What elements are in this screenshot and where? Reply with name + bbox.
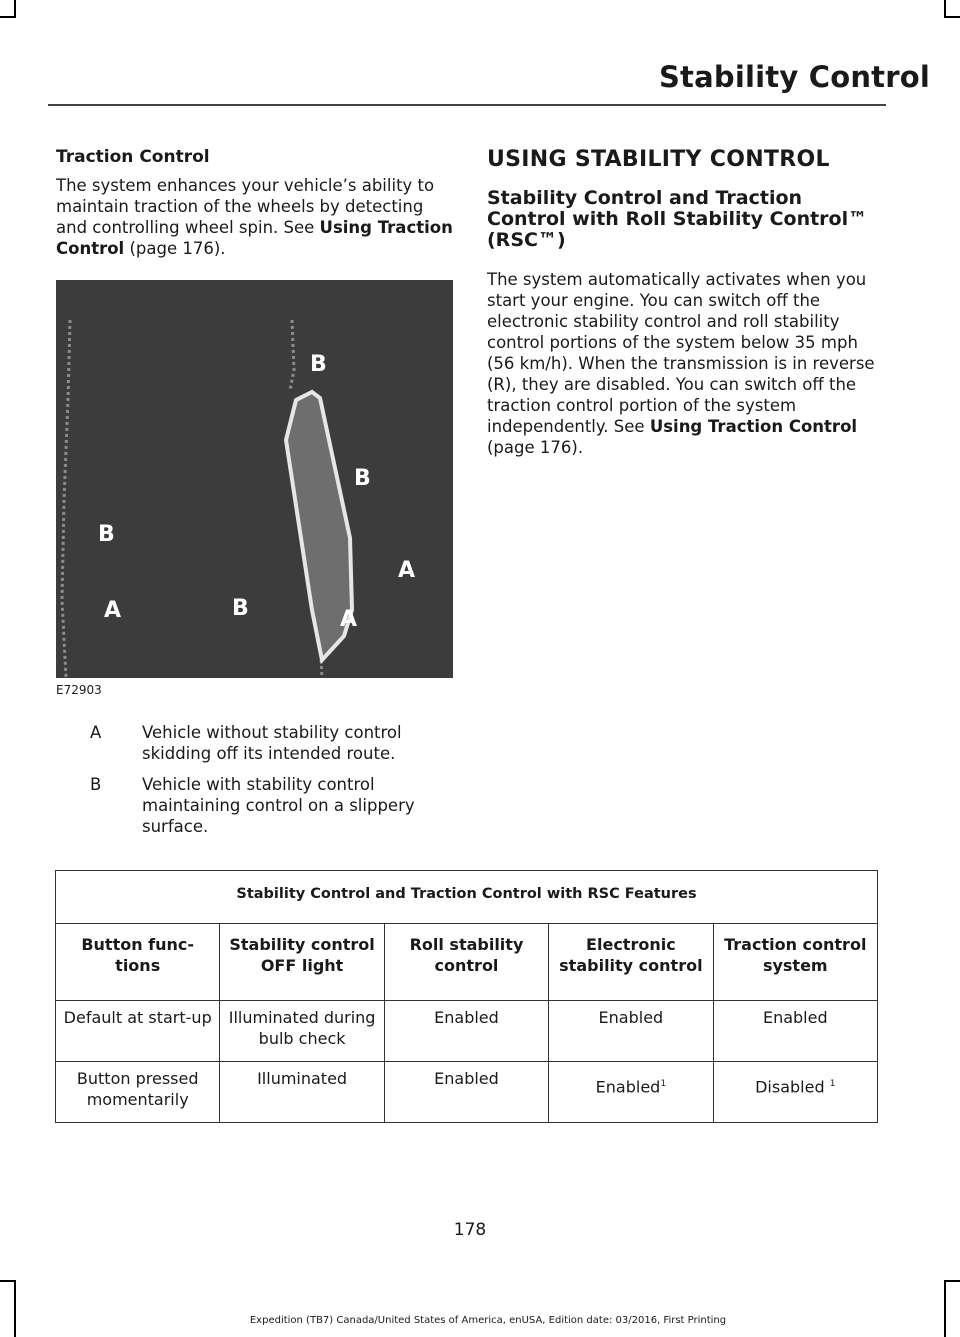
- crop-mark: [0, 16, 16, 18]
- column-header: Electronic stability control: [549, 924, 713, 1001]
- legend-key: A: [90, 723, 102, 742]
- table-cell: Illuminated during bulb check: [220, 1001, 384, 1062]
- figure-label-a: A: [104, 598, 122, 623]
- page-title: Stability Control: [658, 60, 930, 94]
- features-table: [55, 870, 878, 1123]
- crop-mark: [14, 1280, 16, 1337]
- figure-id: E72903: [56, 683, 102, 697]
- legend-text: Vehicle with stability control maintaining control on a slippery surface.: [142, 775, 415, 836]
- page-reference: (page 176).: [124, 239, 226, 258]
- cell-text: Disabled: [755, 1077, 830, 1097]
- table-cell: Enabled: [384, 1001, 548, 1062]
- table-cell: Illuminated: [220, 1062, 384, 1123]
- figure-label-b: B: [98, 522, 115, 547]
- figure-label-b: B: [354, 466, 371, 491]
- section-title: USING STABILITY CONTROL: [487, 147, 830, 172]
- section-subtitle: Stability Control and Traction Control with Roll Stability Control™ (RSC™): [487, 187, 868, 251]
- stability-control-paragraph: [487, 269, 887, 458]
- figure-label-b: B: [310, 352, 327, 377]
- legend-item: [56, 774, 456, 837]
- paragraph-text: The system enhances your vehicle’s ability to maintain traction of the wheels by detecting and controlling wheel spin. See: [56, 176, 435, 237]
- cross-reference-link[interactable]: Using Traction Control: [56, 218, 453, 258]
- column-header: Traction control system: [713, 924, 877, 1001]
- traction-control-paragraph: [56, 175, 456, 259]
- table-row: [56, 1062, 878, 1123]
- table-cell: Enabled: [549, 1001, 713, 1062]
- table-row: [56, 1001, 878, 1062]
- footnote-marker: 1: [829, 1079, 836, 1089]
- stability-control-illustration: [56, 280, 453, 678]
- paragraph-text: The system automatically activates when you start your engine. You can switch off the electronic stability control and roll stability control portions of the system below 35 mph (56 km/h). When the transmission is in reverse (R), they are disabled. You can switch off the traction control portion of the system independently. See: [487, 270, 875, 436]
- crop-mark: [944, 16, 960, 18]
- figure-legend: [56, 722, 456, 847]
- column-header: Stability control OFF light: [220, 924, 384, 1001]
- page-number: 178: [453, 1220, 487, 1240]
- legend-item: [56, 722, 456, 764]
- figure-label-a: A: [398, 558, 416, 583]
- road-edge-left: [62, 320, 70, 678]
- table-cell: Default at start-up: [56, 1001, 220, 1062]
- right-column: [487, 147, 887, 458]
- table-cell: [549, 1062, 713, 1123]
- column-header: Roll stability control: [384, 924, 548, 1001]
- table-cell: Enabled: [384, 1062, 548, 1123]
- crop-mark: [944, 1280, 946, 1337]
- table-caption-row: [56, 871, 878, 924]
- figure-label-b: B: [232, 596, 249, 621]
- table-header-row: [56, 924, 878, 1001]
- figure-label-a: A: [340, 607, 358, 632]
- cross-reference-link[interactable]: Using Traction Control: [649, 417, 858, 436]
- table-cell: Enabled: [713, 1001, 877, 1062]
- column-header: Button func-tions: [56, 924, 220, 1001]
- crop-mark: [944, 1280, 960, 1282]
- cell-text: Enabled: [595, 1077, 661, 1097]
- table-cell: [713, 1062, 877, 1123]
- crop-mark: [0, 1280, 16, 1282]
- page-reference: (page 176).: [487, 438, 584, 457]
- left-column: [56, 147, 456, 259]
- traction-control-heading: Traction Control: [56, 147, 210, 167]
- legend-text: Vehicle without stability control skidding off its intended route.: [142, 723, 402, 763]
- table-cell: Button pressed momentarily: [56, 1062, 220, 1123]
- legend-key: B: [90, 775, 102, 794]
- road-edge-top: [290, 320, 294, 390]
- footnote-marker: 1: [660, 1079, 667, 1089]
- table-caption: Stability Control and Traction Control with RSC Features: [56, 871, 878, 924]
- page-footer: Expedition (TB7) Canada/United States of America, enUSA, Edition date: 03/2016, First Printing: [249, 1315, 727, 1326]
- header-divider: [48, 104, 886, 106]
